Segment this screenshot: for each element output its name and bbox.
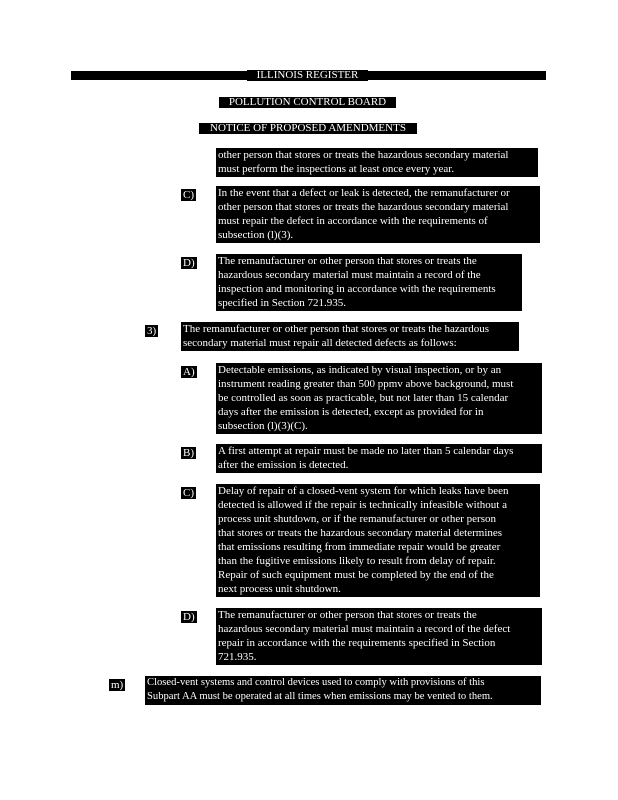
text-line: hazardous secondary material must maintain a record of the defect: [218, 623, 511, 635]
text-line: In the event that a defect or leak is detected, the remanufacturer or: [218, 187, 510, 199]
text-line: The remanufacturer or other person that stores or treats the hazardous: [183, 323, 490, 335]
text-line: 721.935.: [218, 651, 257, 663]
item-label-d2: D): [183, 611, 195, 623]
text-line: Repair of such equipment must be completed by the end of the: [218, 569, 494, 581]
text-line: secondary material must repair all detected defects as follows:: [183, 337, 457, 349]
text-line: inspection and monitoring in accordance with the requirements: [218, 283, 496, 295]
item-label-a: A): [183, 366, 195, 378]
text-line: subsection (l)(3)(C).: [218, 420, 308, 432]
text-line: Subpart AA must be operated at all times when emissions may be vented to them.: [147, 691, 493, 702]
item-label-m: m): [111, 679, 124, 691]
text-line: process unit shutdown, or if the remanufacturer or other person: [218, 513, 496, 525]
text-line: Detectable emissions, as indicated by visual inspection, or by an: [218, 364, 502, 376]
text-line: Closed-vent systems and control devices used to comply with provisions of this: [147, 677, 485, 688]
paragraph-d1: [216, 254, 522, 311]
text-line: days after the emission is detected, except as provided for in: [218, 406, 484, 418]
text-line: other person that stores or treats the hazardous secondary material: [218, 201, 509, 213]
notice-title: NOTICE OF PROPOSED AMENDMENTS: [199, 123, 417, 134]
text-line: must repair the defect in accordance with the requirements of: [218, 215, 488, 227]
item-label-b: B): [183, 447, 194, 459]
text-line: hazardous secondary material must maintain a record of the: [218, 269, 481, 281]
paragraph-b: [216, 444, 542, 473]
item-label-d1: D): [183, 257, 195, 269]
text-line: that emissions resulting from immediate repair would be greater: [218, 541, 501, 553]
text-line: other person that stores or treats the hazardous secondary material: [218, 149, 509, 161]
board-title: POLLUTION CONTROL BOARD: [219, 97, 396, 108]
text-line: after the emission is detected.: [218, 459, 349, 471]
text-line: specified in Section 721.935.: [218, 297, 347, 309]
continued-paragraph: [216, 148, 538, 177]
text-line: subsection (l)(3).: [218, 229, 294, 241]
paragraph-d2: [216, 608, 542, 665]
text-line: detected is allowed if the repair is technically infeasible without a: [218, 499, 507, 511]
paragraph-m: [145, 676, 541, 705]
text-line: The remanufacturer or other person that stores or treats the: [218, 609, 477, 621]
paragraph-3: [181, 322, 519, 351]
text-line: instrument reading greater than 500 ppmv above background, must: [218, 378, 514, 390]
item-label-c2: C): [183, 487, 194, 499]
text-line: be controlled as soon as practicable, but not later than 15 calendar: [218, 392, 509, 404]
item-label-c1: C): [183, 189, 194, 201]
text-line: that stores or treats the hazardous secondary material determines: [218, 527, 503, 539]
paragraph-a: [216, 363, 542, 434]
text-line: next process unit shutdown.: [218, 583, 341, 595]
text-line: The remanufacturer or other person that stores or treats the: [218, 255, 477, 267]
text-line: than the fugitive emissions likely to result from delay of repair.: [218, 555, 496, 567]
text-line: Delay of repair of a closed-vent system for which leaks have been: [218, 485, 509, 497]
paragraph-c2: [216, 484, 540, 597]
text-line: A first attempt at repair must be made no later than 5 calendar days: [218, 445, 514, 457]
text-line: repair in accordance with the requirements specified in Section: [218, 637, 496, 649]
text-line: must perform the inspections at least once every year.: [218, 163, 455, 175]
register-title: ILLINOIS REGISTER: [247, 70, 368, 81]
item-label-3: 3): [147, 325, 157, 337]
paragraph-c1: [216, 186, 540, 243]
